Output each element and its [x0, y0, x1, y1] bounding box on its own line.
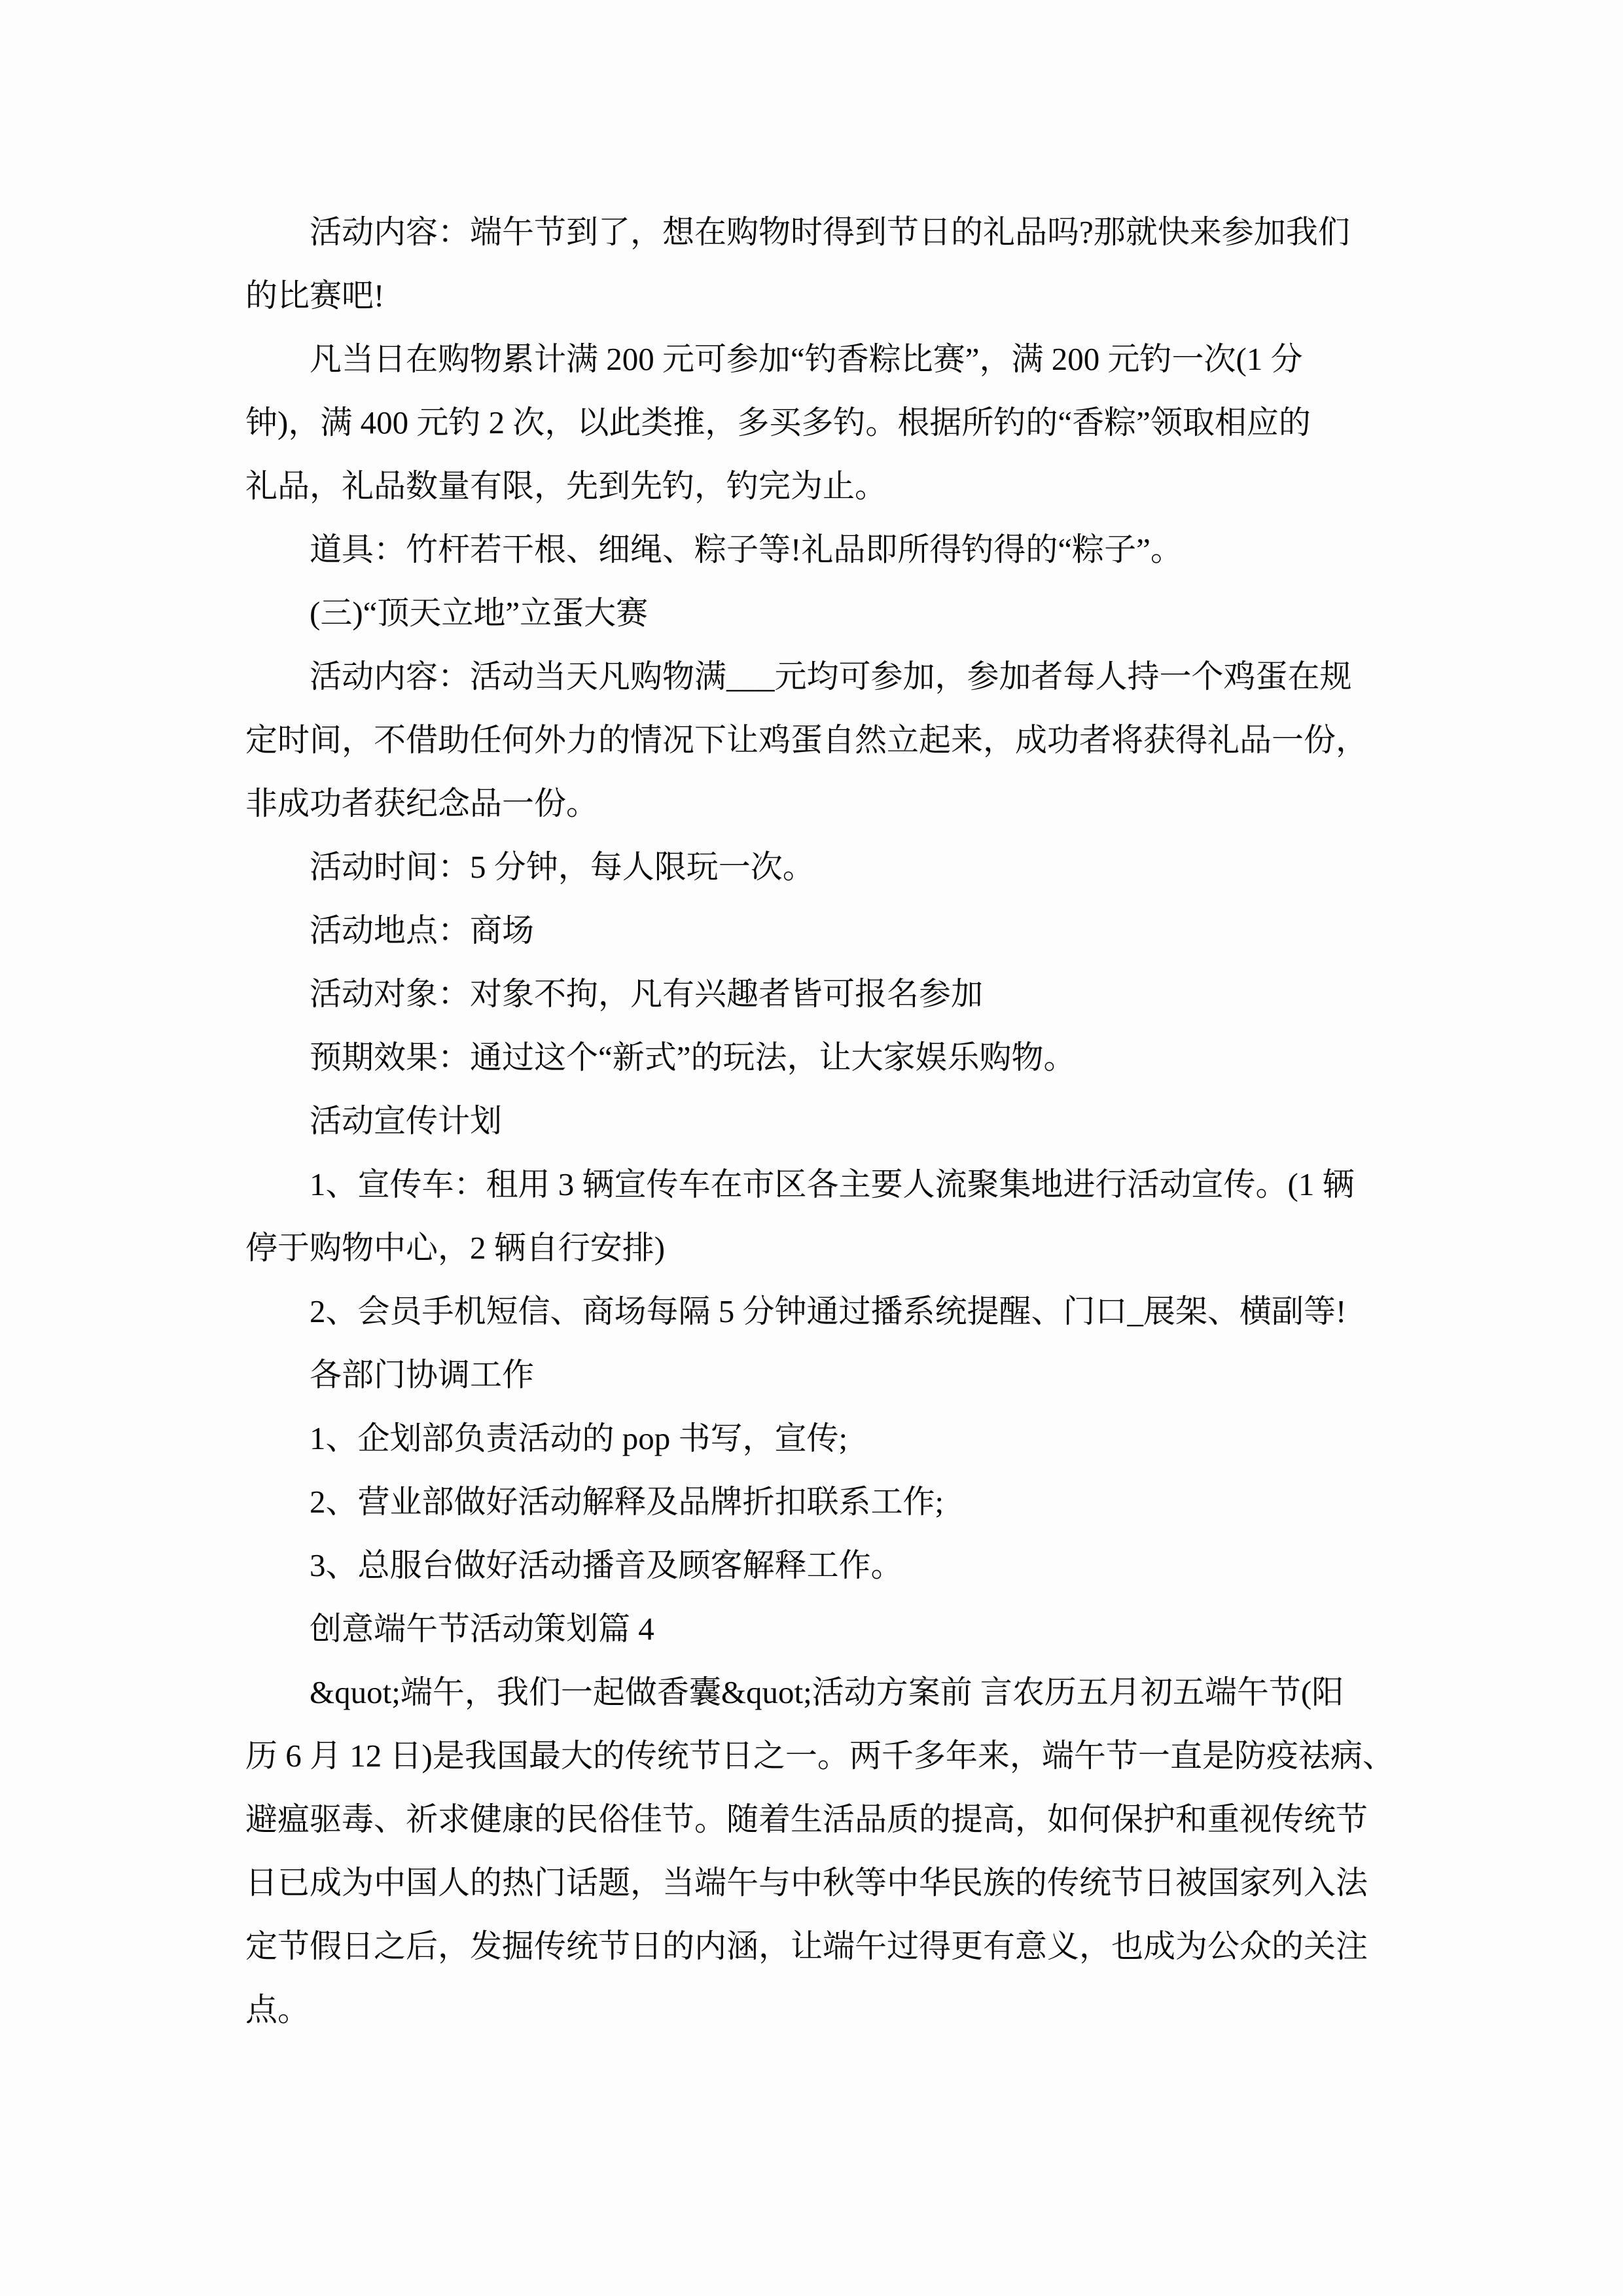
text-line: 预期效果：通过这个“新式”的玩法，让大家娱乐购物。: [310, 1039, 1076, 1075]
text-line: 2、营业部做好活动解释及品牌折扣联系工作;: [310, 1484, 944, 1520]
text-line: 活动对象：对象不拘，凡有兴趣者皆可报名参加: [310, 976, 984, 1012]
text-line: 停于购物中心，2 辆自行安排): [245, 1230, 666, 1266]
text-line: &quot;端午，我们一起做香囊&quot;活动方案前 言农历五月初五端午节(阳: [310, 1674, 1344, 1710]
text-line: 历 6 月 12 日)是我国最大的传统节日之一。两千多年来，端午节一直是防疫祛病、: [245, 1738, 1395, 1774]
text-line: 礼品，礼品数量有限，先到先钓，钓完为止。: [245, 468, 887, 504]
text-line: 创意端午节活动策划篇 4: [310, 1611, 654, 1647]
text-line: 定节假日之后，发掘传统节日的内涵，让端午过得更有意义，也成为公众的关注: [245, 1928, 1368, 1964]
text-line: 定时间，不借助任何外力的情况下让鸡蛋自然立起来，成功者将获得礼品一份，: [245, 722, 1368, 758]
text-line: 非成功者获纪念品一份。: [245, 785, 599, 821]
text-line: 2、会员手机短信、商场每隔 5 分钟通过播系统提醒、门口_展架、横副等!: [310, 1293, 1347, 1329]
text-line: 活动地点：商场: [310, 912, 535, 948]
text-line: 各部门协调工作: [310, 1357, 535, 1393]
text-line: 1、企划部负责活动的 pop 书写，宣传;: [310, 1420, 848, 1456]
text-line: 钟)，满 400 元钓 2 次，以此类推，多买多钓。根据所钓的“香粽”领取相应的: [245, 404, 1311, 440]
text-line: 活动宣传计划: [310, 1103, 503, 1139]
text-line: 避瘟驱毒、祈求健康的民俗佳节。随着生活品质的提高，如何保护和重视传统节: [245, 1801, 1368, 1837]
text-line: 活动内容：端午节到了，想在购物时得到节日的礼品吗?那就快来参加我们: [310, 214, 1350, 250]
document-body: [245, 200, 1395, 2041]
text-line: (三)“顶天立地”立蛋大赛: [310, 595, 649, 631]
text-line: 3、总服台做好活动播音及顾客解释工作。: [310, 1547, 903, 1583]
text-line: 日已成为中国人的热门话题，当端午与中秋等中华民族的传统节日被国家列入法: [245, 1865, 1368, 1901]
text-line: 凡当日在购物累计满 200 元可参加“钓香粽比赛”，满 200 元钓一次(1 分: [310, 341, 1303, 377]
text-line: 1、宣传车：租用 3 辆宣传车在市区各主要人流聚集地进行活动宣传。(1 辆: [310, 1166, 1355, 1202]
text-line: 活动时间：5 分钟，每人限玩一次。: [310, 849, 815, 885]
text-line: 的比赛吧!: [245, 278, 385, 314]
text-line: 道具：竹杆若干根、细绳、粽子等!礼品即所得钓得的“粽子”。: [310, 531, 1183, 567]
text-line: 点。: [245, 1992, 310, 2028]
text-line: 活动内容：活动当天凡购物满___元均可参加，参加者每人持一个鸡蛋在规: [310, 658, 1352, 694]
